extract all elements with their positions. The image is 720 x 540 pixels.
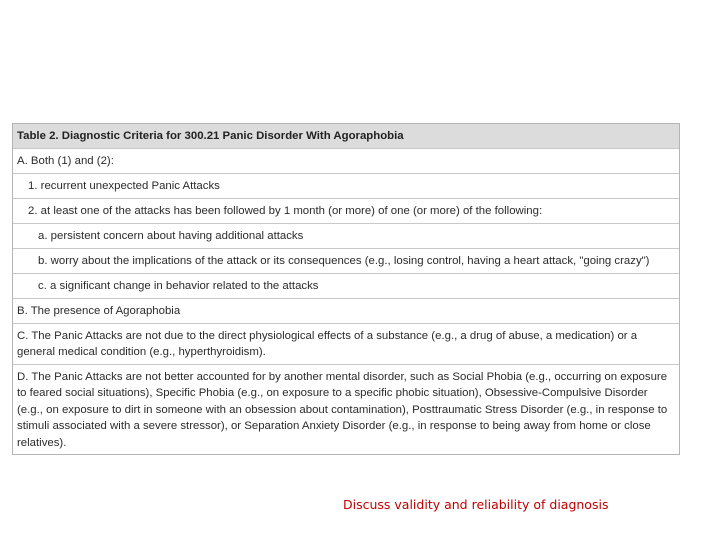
criterion-a2b-text: b. worry about the implications of the attack or its consequences (e.g., losing control, having a heart attack, "going crazy")	[38, 255, 650, 267]
criteria-table	[12, 123, 680, 455]
criterion-c: C. The Panic Attacks are not due to the direct physiological effects of a substance (e.g., a drug of abuse, a medication) or a general medical condition (e.g., hyperthyroidism).	[13, 323, 679, 364]
criterion-a2a: a. persistent concern about having additional attacks	[13, 223, 679, 248]
criterion-a2c: c. a significant change in behavior related to the attacks	[13, 273, 679, 298]
criterion-a2: 2. at least one of the attacks has been followed by 1 month (or more) of one (or more) of the following:	[13, 198, 679, 223]
criterion-b: B. The presence of Agoraphobia	[13, 298, 679, 323]
criterion-a2b	[13, 248, 679, 273]
criterion-d: D. The Panic Attacks are not better accounted for by another mental disorder, such as Social Phobia (e.g., occurring on exposure to feared social situations), Specific Phobia (e.g., on exposure to a specific phobic situation), Obsessive-Compulsive Disorder (e.g., on exposure to dirt in someone with an obsession about contamination), Posttraumatic Stress Disorder (e.g., in response to stimuli associated with a severe stressor), or Separation Anxiety Disorder (e.g., in response to being away from home or close relatives).	[13, 364, 679, 455]
table-title: Table 2. Diagnostic Criteria for 300.21 Panic Disorder With Agoraphobia	[13, 124, 679, 148]
criterion-a1: 1. recurrent unexpected Panic Attacks	[13, 173, 679, 198]
criterion-a: A. Both (1) and (2):	[13, 148, 679, 173]
slide-caption: Discuss validity and reliability of diagnosis	[343, 497, 609, 512]
